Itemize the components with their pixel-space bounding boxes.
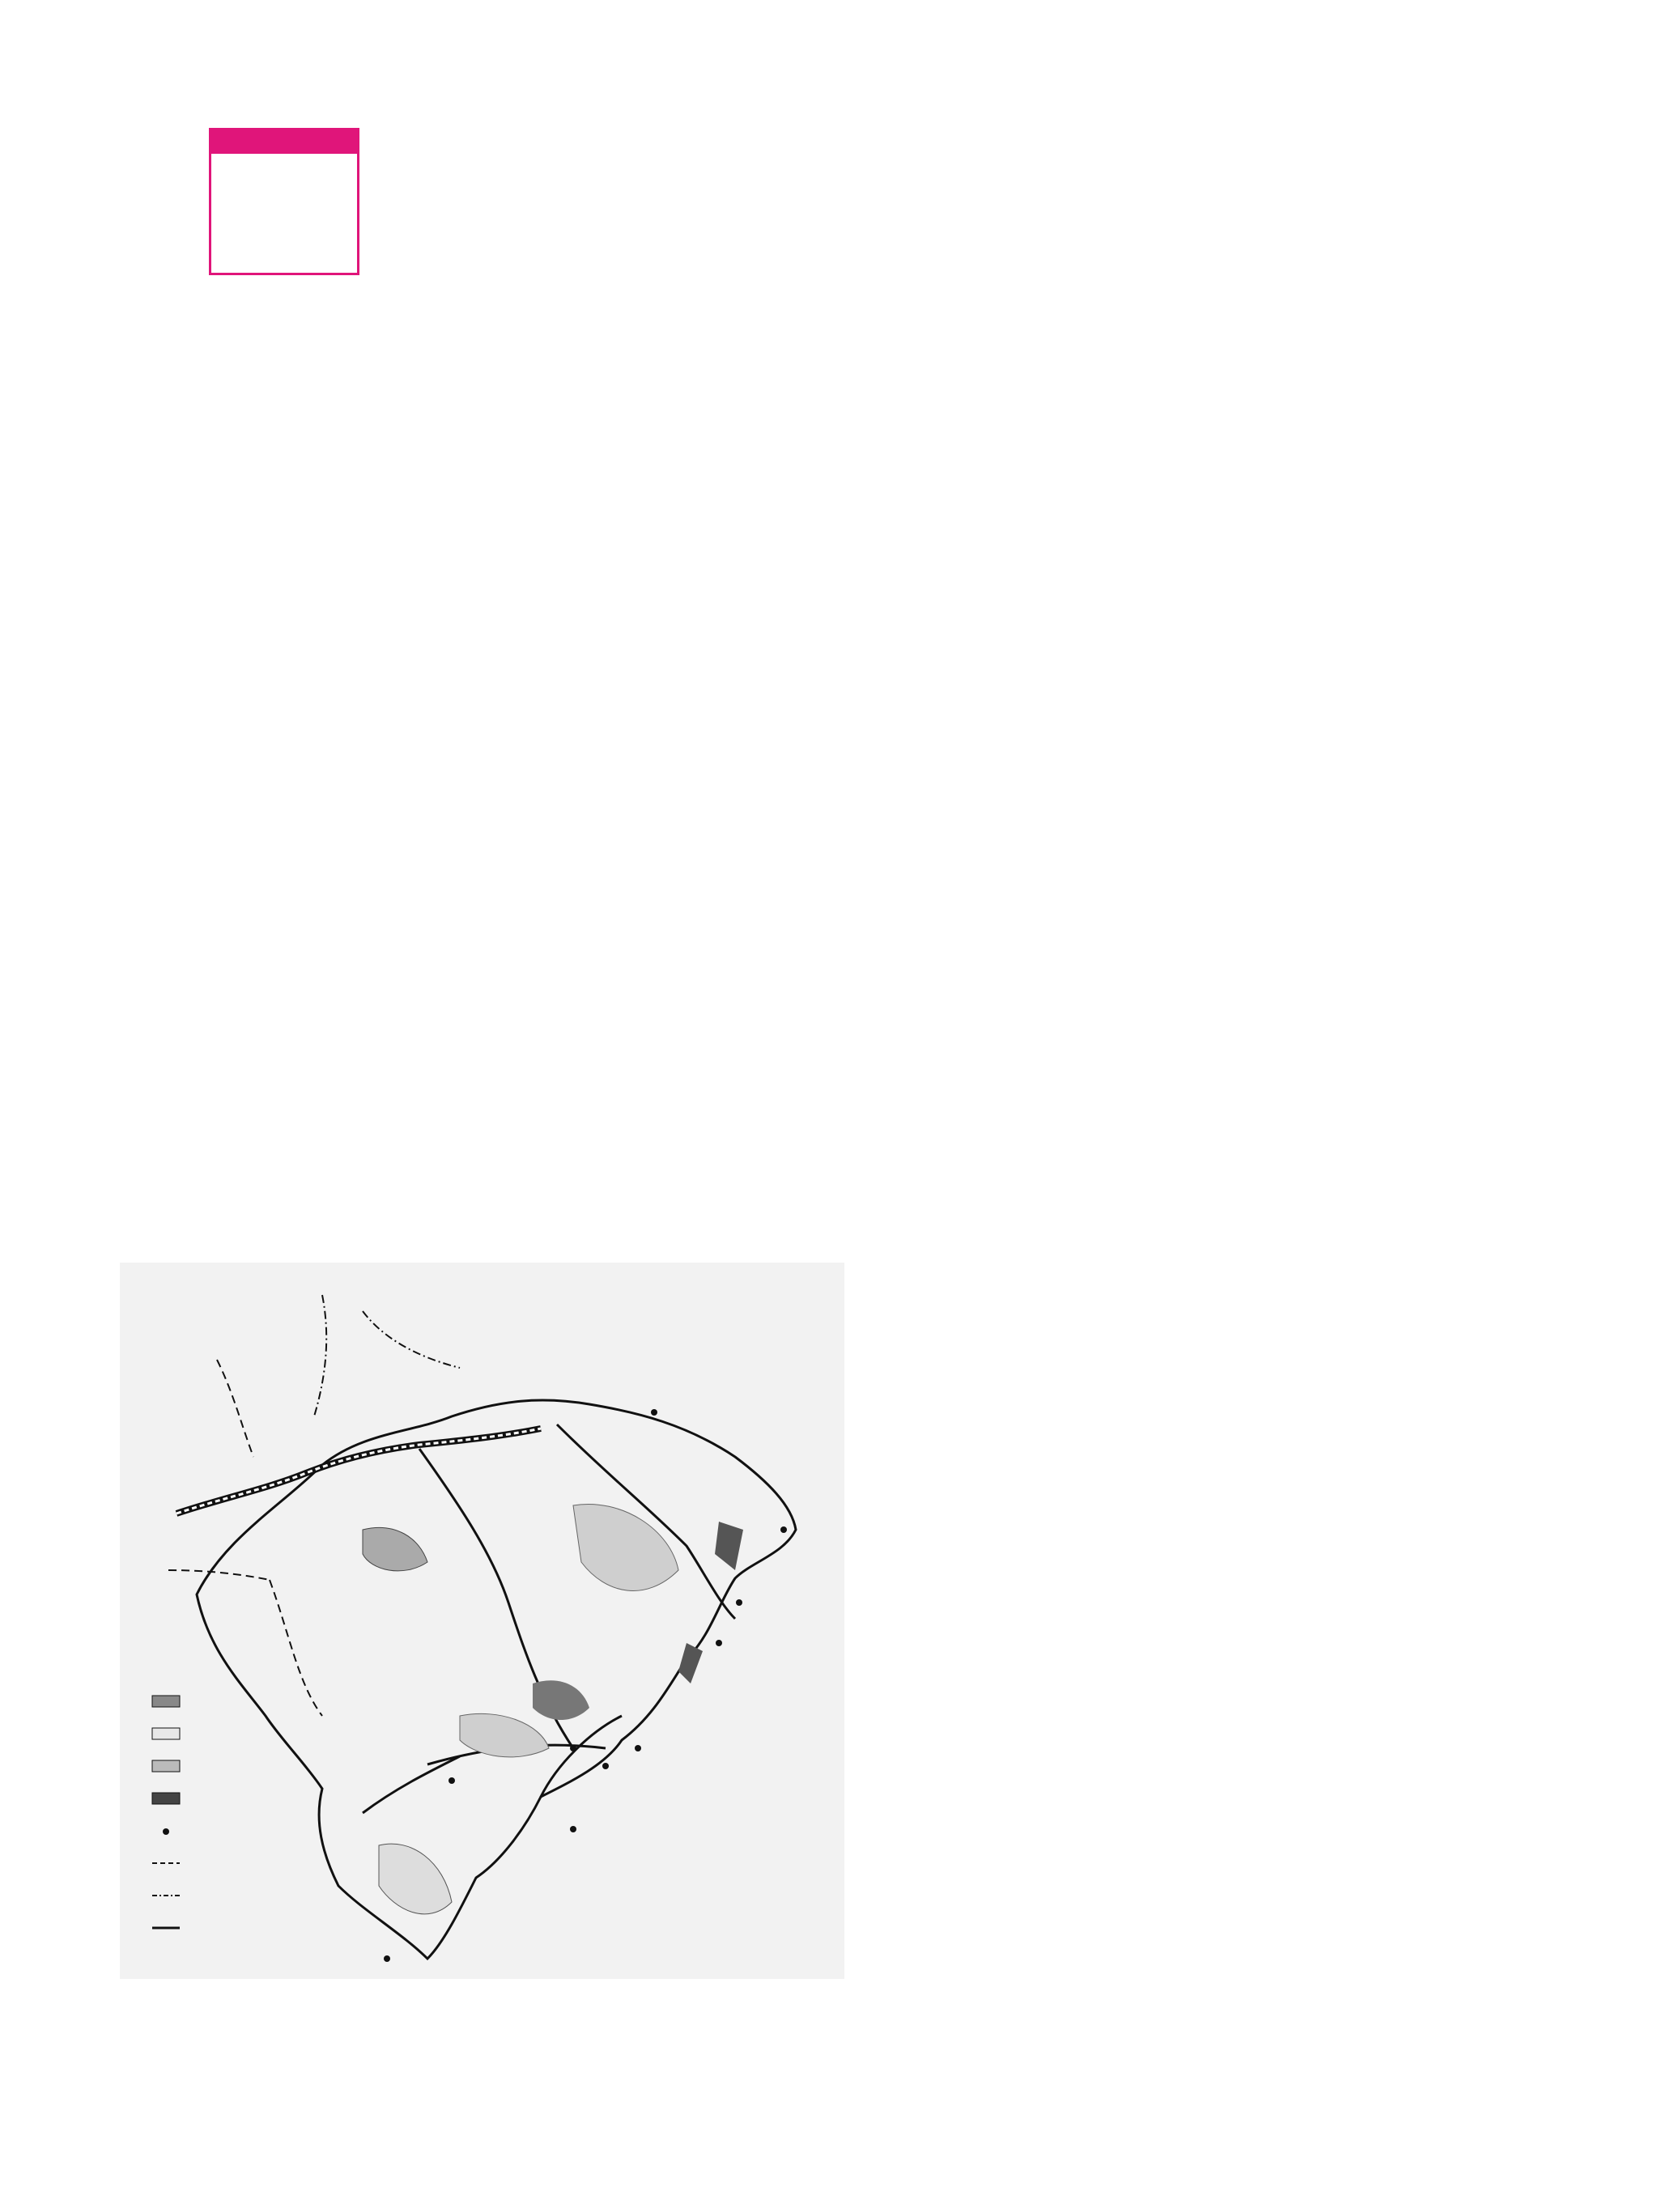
historical-map bbox=[120, 1263, 844, 1979]
legend-swatch-mining bbox=[152, 1696, 180, 1707]
legend-swatch-sugar bbox=[152, 1793, 180, 1804]
map-background bbox=[120, 1263, 844, 1979]
legend-swatch-cattle bbox=[152, 1728, 180, 1739]
lesson-label bbox=[209, 128, 359, 154]
lesson-badge bbox=[209, 128, 359, 275]
legend-swatch-urban bbox=[163, 1828, 169, 1835]
lesson-number bbox=[209, 154, 359, 275]
legend-swatch-drugs bbox=[152, 1760, 180, 1772]
